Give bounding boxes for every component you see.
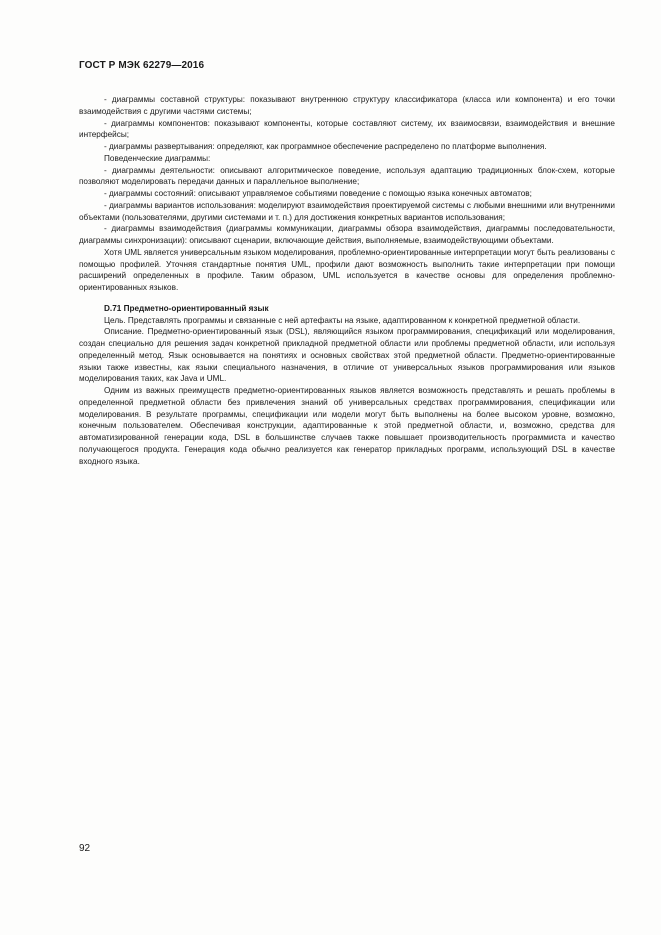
- description-paragraph: Описание. Предметно-ориентированный язык (DSL), являющийся языком программирования, спецификаций или моделирования, создан специально для решения задач конкретной прикладной предметной области или проблемы предметной области, или используя определенный метод. Язык основывается на понятиях и основных свойствах этой предметной области. Предметно-ориентированные языки также известны, как языки специального назначения, в отличие от универсальных языков программирования или языков моделирования таких, как Java и UML.: [79, 327, 615, 384]
- advantages-paragraph: Одним из важных преимуществ предметно-ориентированных языков является возможность представлять и решать проблемы в определенной предметной области без привлечения знаний об универсальных средствах программирования, спецификации или моделирования. В результате программы, спецификации или модели могут быть выполнены на более высоком уровне, возможно, конечным пользователем. Обеспечивая конструкции, адаптированные к этой предметной области, и, возможно, средства для автоматизированной генерации кода, DSL в большинстве случаев также повышает производительность программиста и качество получающегося продукта. Генерация кода обычно реализуется как генератор прикладных программ, использующий DSL в качестве входного языка.: [79, 386, 615, 466]
- behavioral-diagrams-intro: Поведенческие диаграммы:: [104, 153, 211, 163]
- section-heading: D.71 Предметно-ориентированный язык: [104, 303, 269, 313]
- list-item: - диаграммы деятельности: описывают алгоритмическое поведение, используя адаптацию традиционных блок-схем, которые позволяют моделировать передачи данных и параллельное выполнение;: [79, 165, 615, 187]
- list-item: - диаграммы компонентов: показывают компоненты, которые составляют систему, их взаимосвязи, взаимодействия и внешние интерфейсы;: [79, 118, 615, 140]
- page-number: 92: [79, 843, 91, 854]
- list-item: - диаграммы вариантов использования: моделируют взаимодействия проектируемой системы с любыми внешними или внутренними объектами (пользователями, другими системами и т. п.) для достижения конкретных вариантов использования;: [79, 200, 615, 222]
- uml-profiles-paragraph: Хотя UML является универсальным языком моделирования, проблемно-ориентированные интерпретации могут быть реализованы с помощью профилей. Уточняя стандартные понятия UML, профили дают возможность выполнить такие интерпретации при помощи расширений определенных в профиле. Таким образом, UML используется в качестве основы для определения проблемно-ориентированных языков.: [79, 247, 615, 292]
- document-body: [79, 94, 615, 467]
- list-item: - диаграммы развертывания: определяют, как программное обеспечение распределено по платформе выполнения.: [104, 142, 547, 151]
- document-code-header: ГОСТ Р МЭК 62279—2016: [79, 60, 205, 71]
- list-item: - диаграммы составной структуры: показывают внутреннюю структуру классификатора (класса или компонента) и его точки взаимодействия с другими частями системы;: [79, 95, 615, 116]
- list-item: - диаграммы состояний: описывают управляемое событиями поведение с помощью языка конечных автоматов;: [104, 189, 532, 198]
- list-item: - диаграммы взаимодействия (диаграммы коммуникации, диаграммы обзора взаимодействия, диаграммы последовательности, диаграммы синхронизации): описывают сценарии, включающие действия, выполняемые, взаимодействующими объектами.: [79, 224, 615, 245]
- aim-paragraph: Цель. Представлять программы и связанные с ней артефакты на языке, адаптированном к конкретной предметной области.: [104, 315, 581, 325]
